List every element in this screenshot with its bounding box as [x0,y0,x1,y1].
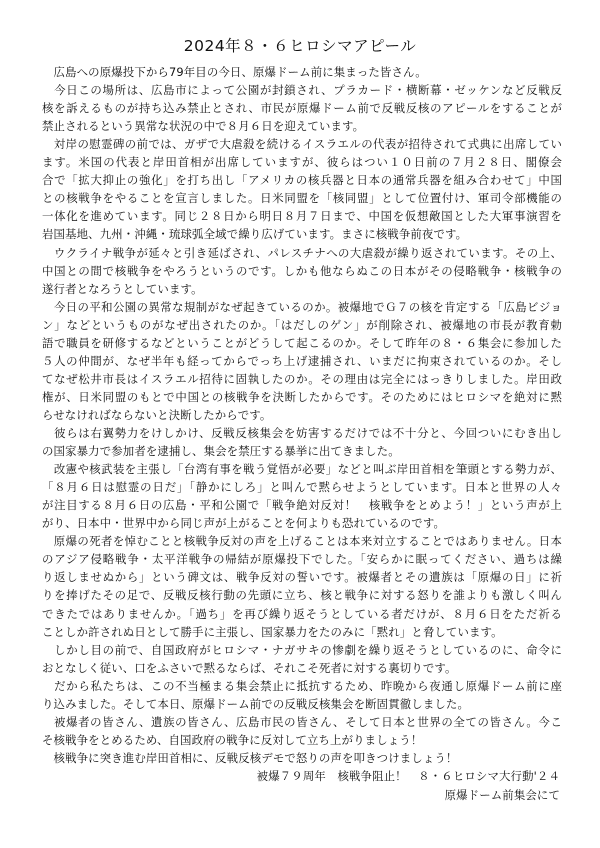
body-line: ン」などというものがなぜ出されたのか。「はだしのゲン」が削除され、被爆地の市長が教育勅 [42,317,562,332]
body-line: との核戦争をやることを宣言しました。日米同盟を「核同盟」として位置付け、軍司令部機能の [42,191,562,206]
body-line: ことしか許されぬ日として勝手に主張し、国家暴力をたのみに「黙れ」と脅しています。 [42,624,503,639]
body-line: 岩国基地、九州・沖縄・琉球弧全域で繰り広げています。まさに核戦争前夜です。 [42,227,468,242]
body-line: の国家暴力で参加者を逮捕し、集会を禁圧する暴挙に出てきました。 [42,444,400,459]
body-line: 被爆者の皆さん、遺族の皆さん、広島市民の皆さん、そして日本と世界の全ての皆さん。今こ [42,714,562,729]
body-line: ５人の仲間が、なぜ半年も経ってからでっち上げ逮捕され、いまだに拘束されているのか。そし [42,353,562,368]
body-line: 一体化を進めています。同じ２８日から明日８月７日まで、中国を仮想敵国とした大軍事演習を [42,209,562,224]
body-line: おとなしく従い、口をふさいで黙るならば、それこそ死者に対する裏切りです。 [42,660,457,675]
signature-place: 原爆ドーム前集会にて [444,788,560,802]
signature-event: 被爆７９周年 核戦争阻止！ ８・６ヒロシマ大行動'２４ [256,768,560,783]
body-line: 今日の平和公園の異常な規制がなぜ起きているのか。被爆地でＧ７の核を肯定する「広島ビジョ [42,299,562,314]
body-line: そ核戦争をとめるため、自国政府の戦争に反対して立ち上がりましょう！ [42,732,423,747]
body-line: てなぜ松井市長はイスラエル招待に固執したのか。その理由は完全にはっきりしました。岸田政 [42,371,562,386]
body-line: 権が、日米同盟のもとで中国との核戦争を決断したからです。そのためにはヒロシマを絶対に黙 [42,389,562,404]
body-line: 核を訴えるものが持ち込み禁止とされ、市民が原爆ドーム前で反戦反核のアピールをすることが [42,101,562,116]
body-line: ウクライナ戦争が延々と引き延ばされ、パレスチナへの大虐殺が繰り返されています。その上、 [42,245,562,260]
body-line: 原爆の死者を悼むことと核戦争反対の声を上げることは本来対立することではありません。日本 [42,534,562,549]
body-line: 中国との間で核戦争をやろうというのです。しかも他ならぬこの日本がその侵略戦争・核戦争の [42,263,562,278]
body-line: 広島への原爆投下から79年目の今日、原爆ドーム前に集まった皆さん。 [42,65,427,79]
body-line: 「８月６日は慰霊の日だ」「静かにしろ」と叫んで黙らせようとしています。日本と世界の人々 [42,480,562,495]
body-line: 語で職員を研修するなどということがどうして起こるのか。そして昨年の８・６集会に参加した [42,335,562,350]
body-line: 合で「拡大抑止の強化」を打ち出し「アメリカの核兵器と日本の通常兵器を組み合わせて」中国 [42,173,562,188]
body-line: り込みました。そして本日、原爆ドーム前での反戦反核集会を断固貫徹しました。 [42,696,470,711]
body-line: 核戦争に突き進む岸田首相に、反戦反核デモで怒りの声を叩きつけましょう！ [42,750,458,765]
body-line: が注目する８月６日の広島・平和公園で「戦争絶対反対！ 核戦争をとめよう！」という声が上 [42,498,562,513]
body-line: できたではありませんか。「過ち」を再び繰り返そうとしている者だけが、８月６日をただ祈る [42,606,562,621]
body-line: しかし目の前で、自国政府がヒロシマ・ナガサキの惨劇を繰り返そうとしているのに、命令に [42,642,562,657]
body-line: 彼らは右翼勢力をけしかけ、反戦反核集会を妨害するだけでは不十分と、今回ついにむき出し [42,426,562,440]
body-line: らせなければならないと決断したからです。 [42,407,272,422]
body-line: 今日この場所は、広島市によって公園が封鎖され、プラカード・横断幕・ゼッケンなど反戦反 [42,83,562,98]
body-line: りを捧げたその足で、反戦反核行動の先頭に立ち、核と戦争に対する怒りを誰よりも激しく叫ん [42,588,562,603]
body-line: がり、日本中・世界中から同じ声が上がることを何よりも恐れているのです。 [42,516,446,531]
body-line: 改憲や核武装を主張し「台湾有事を戦う覚悟が必要」などと叫ぶ岸田首相を筆頭とする勢力が、 [42,462,562,477]
body-line: り返しませぬから」という碑文は、戦争反対の誓いです。被爆者とその遺族は「原爆の日」に祈 [42,570,562,585]
body-line: 禁止されるという異常な状況の中で８月６日を迎えています。 [42,119,365,134]
body-line: 対岸の慰霊碑の前では、ガザで大虐殺を続けるイスラエルの代表が招待されて式典に出席してい [42,137,562,152]
body-line: だから私たちは、この不当極まる集会禁止に抵抗するため、昨晩から夜通し原爆ドーム前に座 [42,678,562,693]
document-title: 2024年８・６ヒロシマアピール [183,37,417,55]
body-line: 遂行者となろうとしています。 [42,281,203,296]
body-line: のアジア侵略戦争・太平洋戦争の帰結が原爆投下でした。「安らかに眠ってください、過ちは繰 [42,552,562,567]
body-line: ます。米国の代表と岸田首相が出席していますが、彼らはつい１０日前の７月２８日、閣僚会 [42,155,562,170]
